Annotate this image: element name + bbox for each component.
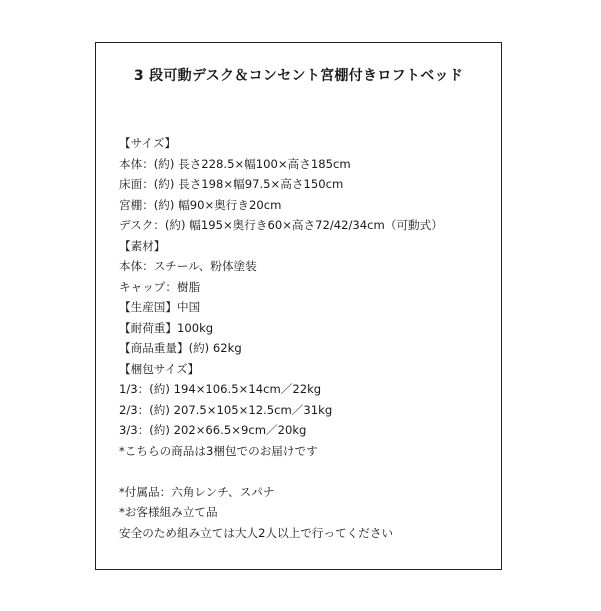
blank-line: [119, 461, 493, 482]
spec-line-desk-size: デスク：(約) 幅195×奥行き60×高さ72/42/34cm（可動式）: [119, 218, 443, 232]
note-accessories: *付属品：六角レンチ、スパナ: [119, 484, 275, 499]
spec-list: [119, 133, 493, 543]
section-heading-package: 【梱包サイズ】: [119, 361, 200, 376]
spec-line-package-3: 3/3：(約) 202×66.5×9cm／20kg: [119, 423, 307, 437]
spec-line-cap-material: キャップ：樹脂: [119, 279, 201, 294]
spec-line-country: 【生産国】中国: [119, 300, 201, 314]
spec-line-body-size: 本体：(約) 長さ228.5×幅100×高さ185cm: [119, 156, 351, 171]
spec-line-product-weight: 【商品重量】(約) 62kg: [119, 341, 242, 355]
note-package-count: *こちらの商品は3梱包でのお届けです: [119, 443, 318, 458]
spec-line-package-2: 2/3：(約) 207.5×105×12.5cm／31kg: [119, 402, 333, 417]
spec-line-body-material: 本体：スチール、粉体塗装: [119, 259, 257, 273]
spec-frame: [95, 42, 502, 570]
product-title: 3 段可動デスク＆コンセント宮棚付きロフトベッド: [133, 68, 464, 84]
spec-line-package-1: 1/3：(約) 194×106.5×14cm／22kg: [119, 382, 322, 396]
section-heading-size: 【サイズ】: [119, 136, 177, 150]
section-heading-material: 【素材】: [119, 238, 166, 253]
spec-line-floor-size: 床面：(約) 長さ198×幅97.5×高さ150cm: [119, 177, 344, 191]
note-safety: 安全のため組み立ては大人2人以上で行ってください: [119, 525, 394, 540]
spec-line-load-capacity: 【耐荷重】100kg: [119, 320, 214, 335]
spec-line-shelf-size: 宮棚：(約) 幅90×奥行き20cm: [119, 197, 282, 212]
note-assembly: *お客様組み立て品: [119, 505, 218, 519]
